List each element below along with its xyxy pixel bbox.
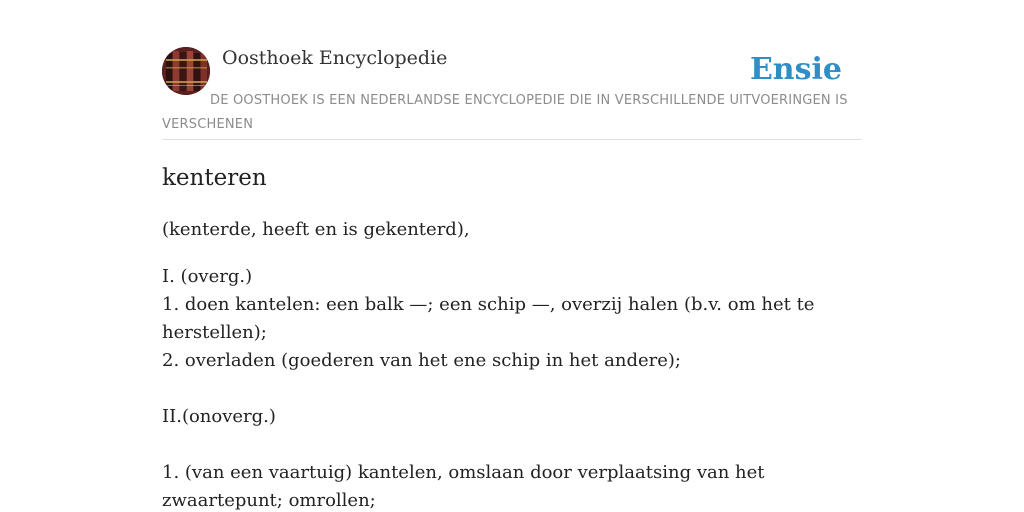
encyclopedia-books-icon[interactable]	[162, 47, 210, 95]
site-name-link[interactable]: Oosthoek Encyclopedie	[222, 47, 448, 69]
spacer	[162, 375, 862, 403]
section-heading: II.(onoverg.)	[162, 406, 276, 427]
definition-item: 1. (van een vaartuig) kantelen, omslaan door verplaatsing van het zwaartepunt; omrollen;	[162, 462, 765, 511]
brand-logo-link[interactable]: Ensie	[749, 52, 842, 87]
spacer	[162, 431, 862, 459]
header-divider	[162, 139, 862, 140]
spacer	[162, 244, 862, 263]
definition-item: 1. doen kantelen: een balk —; een schip —, overzij halen (b.v. om het te herstellen);	[162, 294, 815, 343]
article-intro: (kenterde, heeft en is gekenterd),	[162, 219, 470, 240]
article-body	[162, 216, 862, 512]
site-tagline: DE OOSTHOEK IS EEN NEDERLANDSE ENCYCLOPEDIE DIE IN VERSCHILLENDE UITVOERINGEN IS VERSCHENEN	[162, 93, 848, 132]
section-heading: I. (overg.)	[162, 266, 253, 287]
definition-item: 2. overladen (goederen van het ene schip in het andere);	[162, 350, 681, 371]
article-title: kenteren	[162, 165, 267, 191]
